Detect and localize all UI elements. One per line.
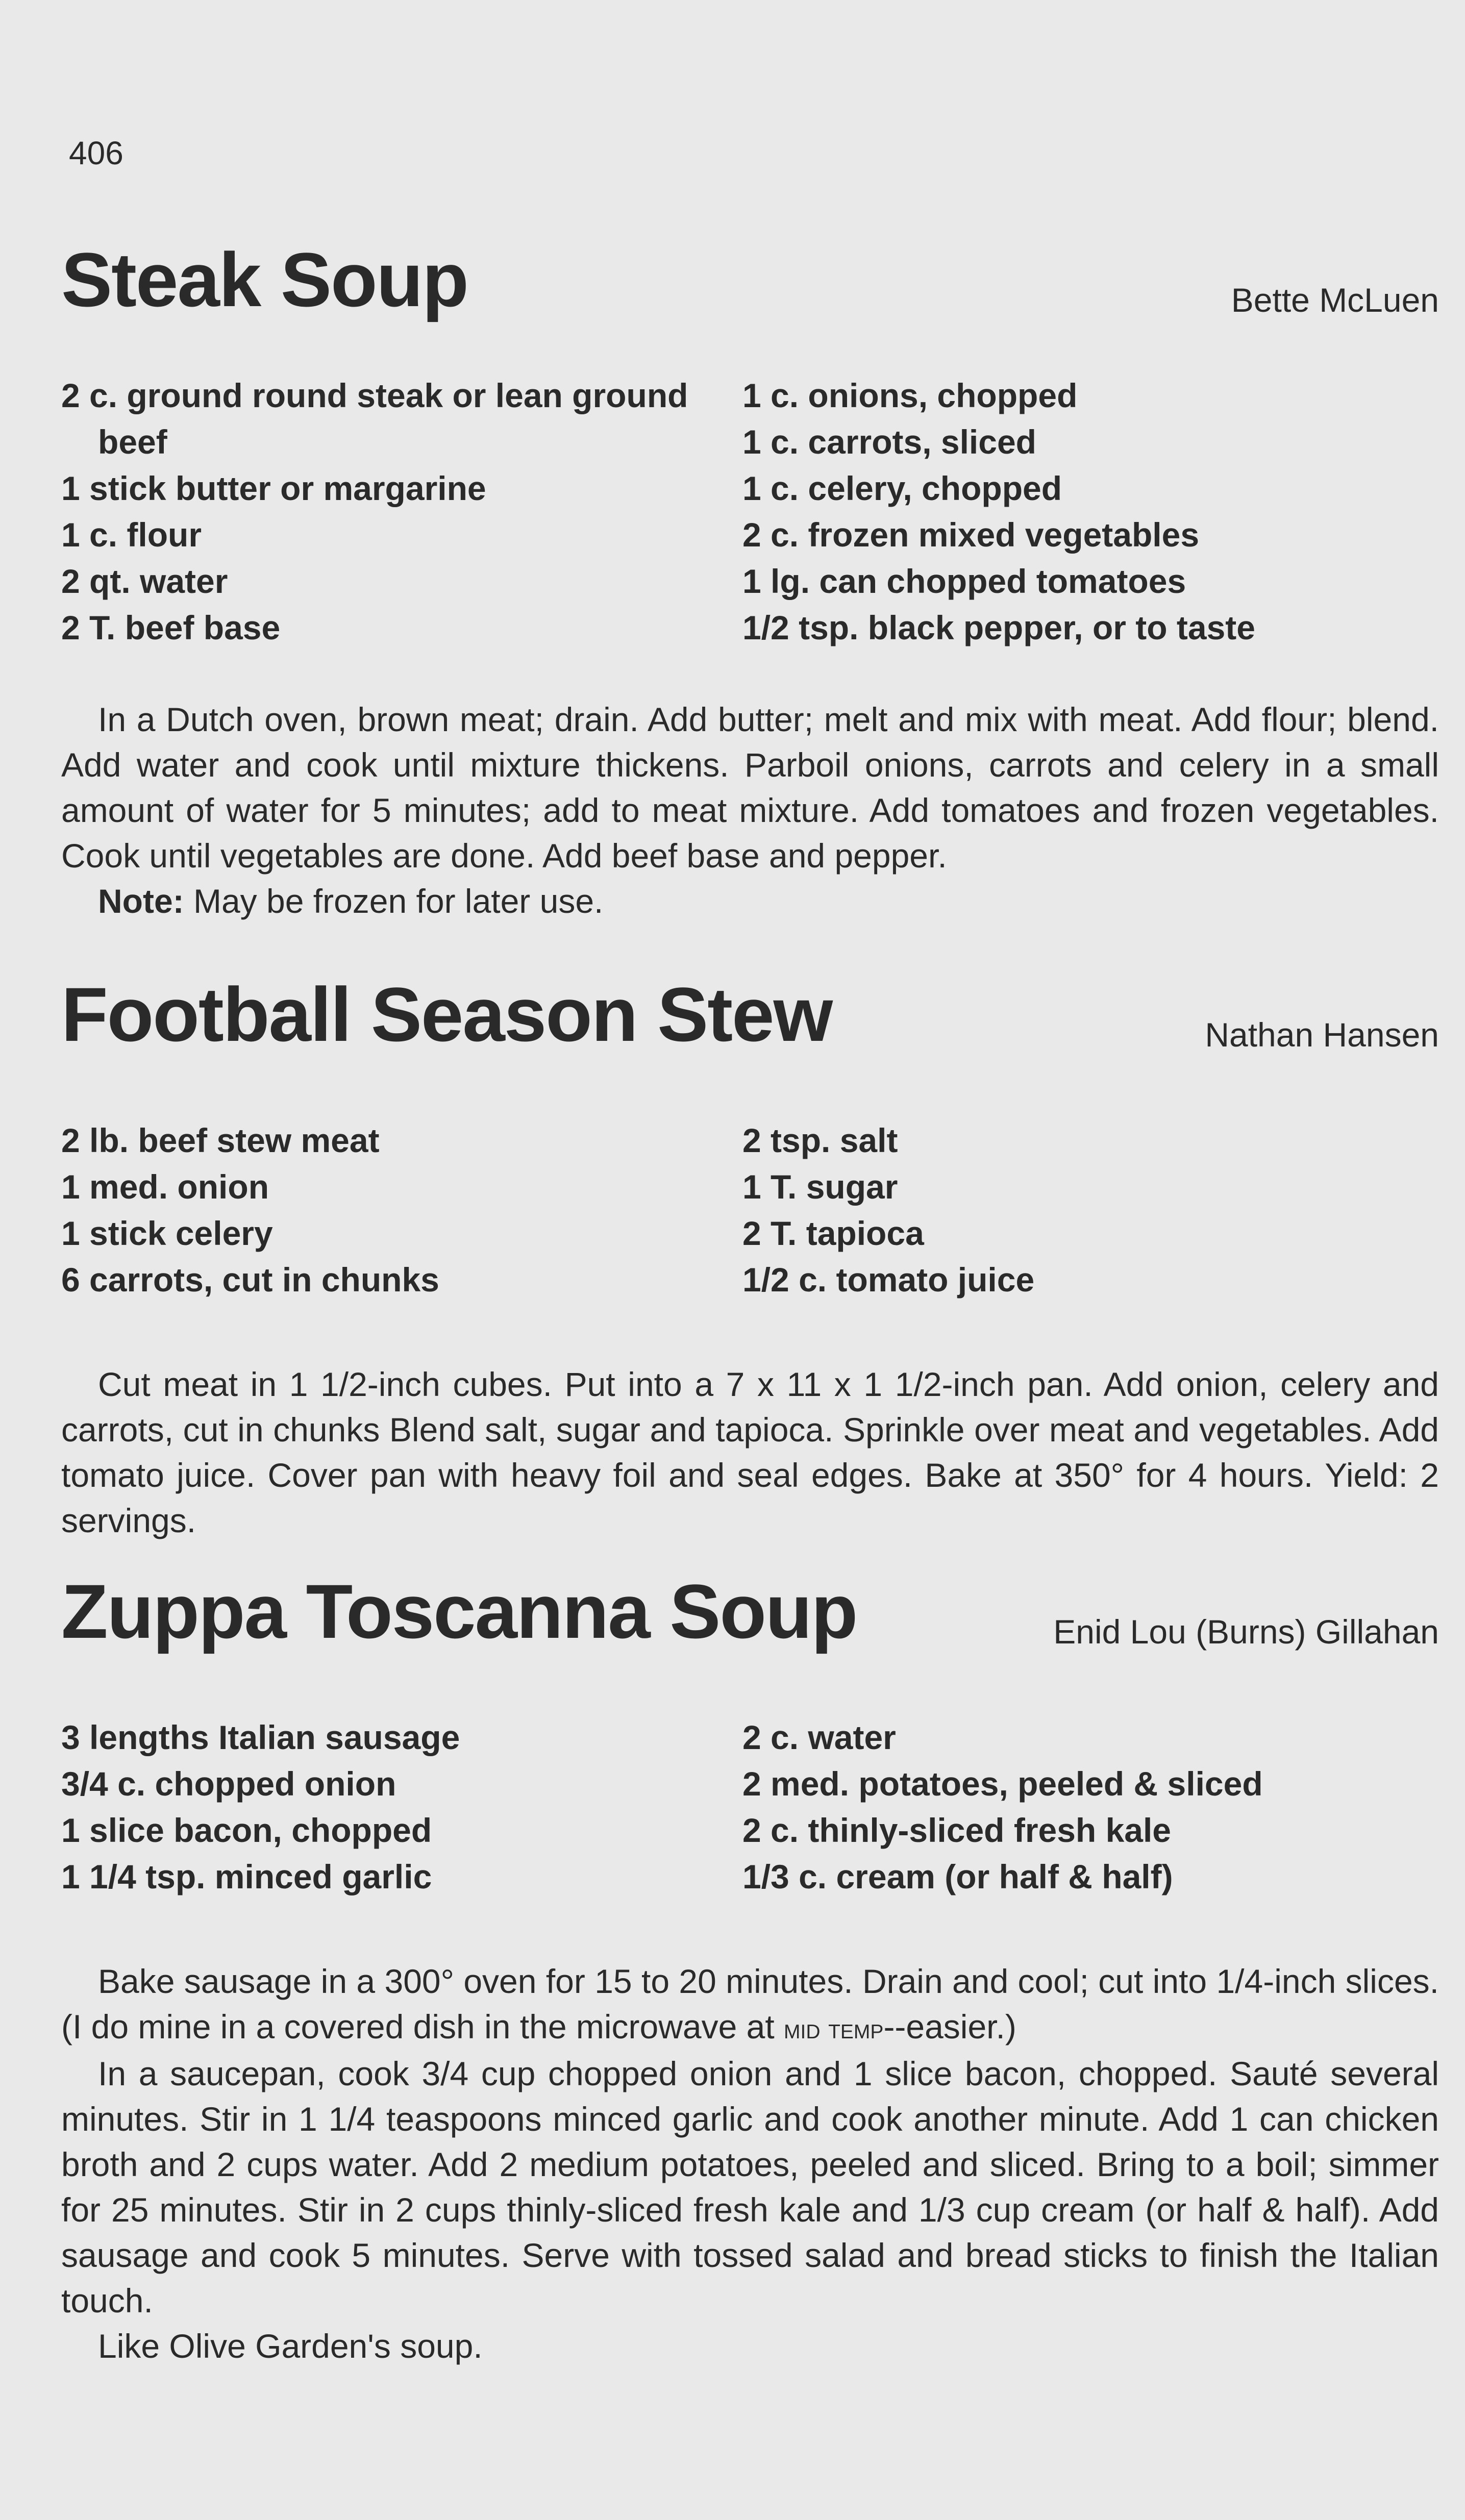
ingredient-item: 1 c. celery, chopped bbox=[742, 469, 1062, 507]
ingredient-item: 1 stick celery bbox=[61, 1214, 273, 1252]
recipe-title: Football Season Stew bbox=[61, 971, 832, 1057]
recipe-title: Zuppa Toscanna Soup bbox=[61, 1568, 857, 1654]
ingredient-column-left bbox=[61, 372, 742, 651]
directions-smallcaps-text: mid temp bbox=[784, 2012, 884, 2044]
ingredient-item: 1 c. onions, chopped bbox=[742, 377, 1078, 414]
ingredient-item: 2 c. frozen mixed vegetables bbox=[742, 516, 1200, 554]
note-label: Note: bbox=[98, 882, 184, 920]
ingredient-item: 6 carrots, cut in chunks bbox=[61, 1261, 439, 1299]
ingredient-item: 2 c. ground round steak or lean ground beef bbox=[61, 377, 688, 461]
ingredient-list bbox=[61, 372, 1439, 651]
recipe-note bbox=[61, 879, 1439, 924]
ingredient-item: 1 lg. can chopped tomatoes bbox=[742, 562, 1186, 600]
ingredient-item: 2 T. beef base bbox=[61, 609, 281, 646]
ingredient-item: 2 tsp. salt bbox=[742, 1121, 898, 1159]
ingredient-item: 1 stick butter or margarine bbox=[61, 469, 486, 507]
ingredient-item: 2 lb. beef stew meat bbox=[61, 1121, 380, 1159]
recipe-football-season-stew bbox=[61, 971, 1439, 1543]
ingredient-item: 1/2 c. tomato juice bbox=[742, 1261, 1035, 1299]
directions-paragraph: Like Olive Garden's soup. bbox=[98, 2327, 483, 2365]
directions-paragraph bbox=[61, 1959, 1439, 2051]
ingredient-item: 2 qt. water bbox=[61, 562, 228, 600]
directions-text: Bake sausage in a 300° oven for 15 to 20 minutes. Drain and cool; cut into 1/4-inch slices. (I do mine in a covered dish in the microwave at bbox=[61, 1962, 1439, 2045]
directions-text: --easier.) bbox=[883, 2008, 1016, 2045]
ingredient-item: 1 T. sugar bbox=[742, 1168, 898, 1206]
ingredient-item: 1/3 c. cream (or half & half) bbox=[742, 1858, 1173, 1895]
ingredient-column-left bbox=[61, 1714, 742, 1900]
ingredient-item: 1 slice bacon, chopped bbox=[61, 1811, 432, 1849]
ingredient-column-right bbox=[742, 1117, 1439, 1303]
ingredient-item: 2 c. water bbox=[742, 1718, 896, 1756]
recipe-directions bbox=[61, 697, 1439, 924]
ingredient-list bbox=[61, 1714, 1439, 1900]
ingredient-item: 3/4 c. chopped onion bbox=[61, 1765, 396, 1803]
recipe-author: Enid Lou (Burns) Gillahan bbox=[1053, 1613, 1439, 1651]
ingredient-item: 2 T. tapioca bbox=[742, 1214, 924, 1252]
ingredient-list bbox=[61, 1117, 1439, 1303]
recipe-author: Bette McLuen bbox=[1231, 281, 1439, 319]
directions-paragraph: In a Dutch oven, brown meat; drain. Add butter; melt and mix with meat. Add flour; blend. Add water and cook until mixture thickens. Parboil onions, carrots and celery in a small amount of water for 5 minutes; add to meat mixture. Add tomatoes and frozen vegetables. Cook until vegetables are done. Add beef base and pepper. bbox=[61, 701, 1439, 875]
directions-paragraph: In a saucepan, cook 3/4 cup chopped onion and 1 slice bacon, chopped. Sauté several minutes. Stir in 1 1/4 teaspoons minced garlic and cook another minute. Add 1 can chicken broth and 2 cups water. Add 2 medium potatoes, peeled and sliced. Bring to a boil; simmer for 25 minutes. Stir in 2 cups thinly-sliced fresh kale and 1/3 cup cream (or half & half). Add sausage and cook 5 minutes. Serve with tossed salad and bread sticks to finish the Italian touch. bbox=[61, 2055, 1439, 2319]
recipe-author: Nathan Hansen bbox=[1205, 1016, 1439, 1054]
directions-paragraph: Cut meat in 1 1/2-inch cubes. Put into a 7 x 11 x 1 1/2-inch pan. Add onion, celery and carrots, cut in chunks Blend salt, sugar and tapioca. Sprinkle over meat and vegetables. Add tomato juice. Cover pan with heavy foil and seal edges. Bake at 350° for 4 hours. Yield: 2 servings. bbox=[61, 1365, 1439, 1539]
ingredient-item: 2 med. potatoes, peeled & sliced bbox=[742, 1765, 1263, 1803]
recipe-zuppa-toscanna-soup bbox=[61, 1568, 1439, 2369]
page-number: 406 bbox=[69, 135, 123, 171]
ingredient-item: 2 c. thinly-sliced fresh kale bbox=[742, 1811, 1172, 1849]
note-text: May be frozen for later use. bbox=[193, 882, 604, 920]
ingredient-column-right bbox=[742, 372, 1439, 651]
ingredient-item: 1 1/4 tsp. minced garlic bbox=[61, 1858, 432, 1895]
recipe-directions bbox=[61, 1959, 1439, 2369]
ingredient-item: 1 c. flour bbox=[61, 516, 202, 554]
recipe-title: Steak Soup bbox=[61, 237, 468, 322]
ingredient-column-right bbox=[742, 1714, 1439, 1900]
recipe-steak-soup bbox=[61, 237, 1439, 924]
ingredient-column-left bbox=[61, 1117, 742, 1303]
recipe-directions bbox=[61, 1362, 1439, 1543]
ingredient-item: 1/2 tsp. black pepper, or to taste bbox=[742, 609, 1255, 646]
ingredient-item: 1 c. carrots, sliced bbox=[742, 423, 1036, 461]
ingredient-item: 3 lengths Italian sausage bbox=[61, 1718, 460, 1756]
ingredient-item: 1 med. onion bbox=[61, 1168, 269, 1206]
